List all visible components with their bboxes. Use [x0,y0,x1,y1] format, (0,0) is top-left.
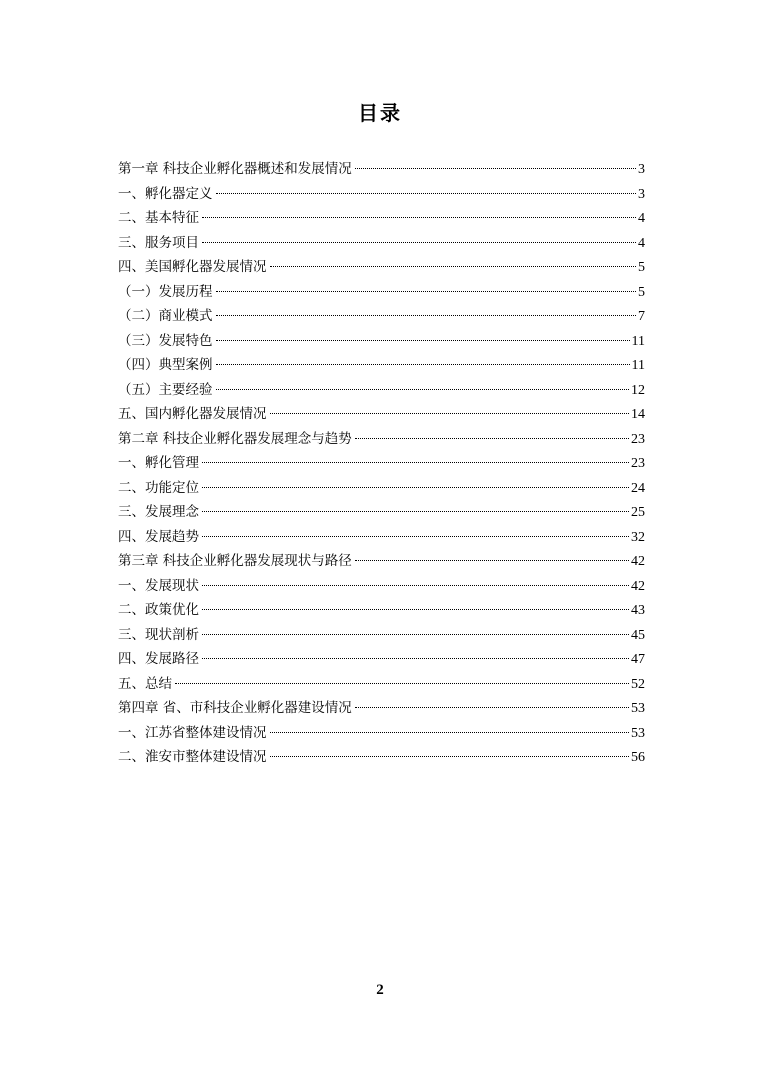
toc-entry-page: 43 [631,603,645,618]
toc-dot-leader [270,732,630,733]
toc-dot-leader [202,658,629,659]
toc-entry-label: 三、发展理念 [118,504,199,520]
toc-dot-leader [202,242,636,243]
toc-entry-label: 一、孵化器定义 [118,185,213,202]
toc-dot-leader [202,511,629,512]
toc-entry-label: 一、孵化管理 [118,455,199,471]
toc-dot-leader [355,438,629,439]
toc-entry-label: 二、政策优化 [118,602,199,618]
toc-entry[interactable] [118,255,645,280]
toc-entry[interactable] [118,280,645,305]
toc-dot-leader [216,340,630,341]
toc-entry[interactable] [118,353,645,378]
toc-entry-page: 52 [631,676,645,692]
toc-entry-label: 二、基本特征 [118,210,199,226]
toc-entry-label: 四、发展趋势 [118,528,199,545]
toc-entry-page: 47 [631,652,645,667]
toc-entry[interactable] [118,476,645,501]
toc-entry-page: 25 [631,505,645,520]
toc-entry[interactable] [118,427,645,452]
toc-entry-page: 3 [638,186,645,202]
toc-entry[interactable] [118,304,645,329]
toc-entry-page: 32 [631,529,645,545]
toc-entry[interactable] [118,329,645,354]
toc-entry-page: 42 [631,578,645,594]
toc-entry-label: （五）主要经验 [118,381,213,398]
toc-entry-page: 4 [638,235,645,251]
toc-dot-leader [202,585,629,586]
toc-entry[interactable] [118,451,645,476]
toc-dot-leader [270,266,637,267]
toc-entry[interactable] [118,206,645,231]
toc-entry-label: 第二章 科技企业孵化器发展理念与趋势 [118,430,352,447]
toc-entry-page: 3 [638,162,645,177]
toc-entry-label: 二、淮安市整体建设情况 [118,749,267,765]
toc-entry-label: （四）典型案例 [118,357,213,373]
toc-entry[interactable] [118,696,645,721]
toc-entry[interactable] [118,402,645,427]
page-number: 2 [376,982,384,998]
toc-entry[interactable] [118,574,645,599]
toc-entry[interactable] [118,157,645,182]
toc-entry[interactable] [118,500,645,525]
toc-dot-leader [216,291,637,292]
toc-dot-leader [175,683,629,684]
toc-entry-page: 24 [631,480,645,496]
toc-entry[interactable] [118,745,645,770]
toc-entry[interactable] [118,378,645,403]
toc-dot-leader [270,756,630,757]
toc-entry-label: 四、美国孵化器发展情况 [118,259,267,275]
toc-dot-leader [216,193,637,194]
toc-dot-leader [216,364,630,365]
toc-entry-page: 12 [631,382,645,398]
toc-entry-label: 五、国内孵化器发展情况 [118,406,267,422]
table-of-contents [118,157,645,770]
toc-entry[interactable] [118,647,645,672]
toc-dot-leader [202,487,629,488]
toc-entry-label: 一、江苏省整体建设情况 [118,724,267,741]
toc-entry-label: 二、功能定位 [118,479,199,496]
toc-entry-label: 三、服务项目 [118,234,199,251]
toc-entry-page: 23 [631,456,645,471]
toc-entry[interactable] [118,672,645,697]
toc-entry[interactable] [118,182,645,207]
toc-dot-leader [202,634,629,635]
toc-entry-label: 五、总结 [118,675,172,692]
toc-entry-page: 23 [631,431,645,447]
toc-dot-leader [216,315,637,316]
toc-entry-label: （二）商业模式 [118,308,213,324]
toc-entry-page: 5 [638,284,645,300]
toc-entry[interactable] [118,231,645,256]
toc-entry[interactable] [118,623,645,648]
toc-dot-leader [202,536,629,537]
toc-entry-page: 4 [638,211,645,226]
toc-entry-label: （三）发展特色 [118,332,213,349]
toc-entry[interactable] [118,525,645,550]
toc-entry-page: 56 [631,750,645,765]
toc-entry-page: 14 [631,407,645,422]
toc-entry-page: 7 [638,309,645,324]
toc-entry-page: 5 [638,260,645,275]
toc-entry-page: 11 [631,358,645,373]
page-title: 目录 [358,101,402,125]
toc-entry-label: （一）发展历程 [118,283,213,300]
toc-entry-label: 第一章 科技企业孵化器概述和发展情况 [118,161,352,177]
toc-entry[interactable] [118,598,645,623]
toc-dot-leader [216,389,630,390]
toc-dot-leader [270,413,630,414]
toc-entry-label: 第三章 科技企业孵化器发展现状与路径 [118,553,352,569]
toc-dot-leader [202,462,629,463]
toc-dot-leader [202,609,629,610]
toc-entry-page: 42 [631,554,645,569]
toc-entry-label: 四、发展路径 [118,651,199,667]
toc-entry-page: 45 [631,627,645,643]
toc-entry-label: 一、发展现状 [118,577,199,594]
toc-entry-page: 53 [631,701,645,716]
toc-dot-leader [355,168,636,169]
toc-dot-leader [355,707,629,708]
toc-entry-label: 三、现状剖析 [118,626,199,643]
toc-entry[interactable] [118,549,645,574]
toc-entry-page: 11 [631,333,645,349]
toc-entry-label: 第四章 省、市科技企业孵化器建设情况 [118,700,352,716]
toc-entry-page: 53 [631,725,645,741]
toc-dot-leader [202,217,636,218]
toc-dot-leader [355,560,629,561]
toc-entry[interactable] [118,721,645,746]
